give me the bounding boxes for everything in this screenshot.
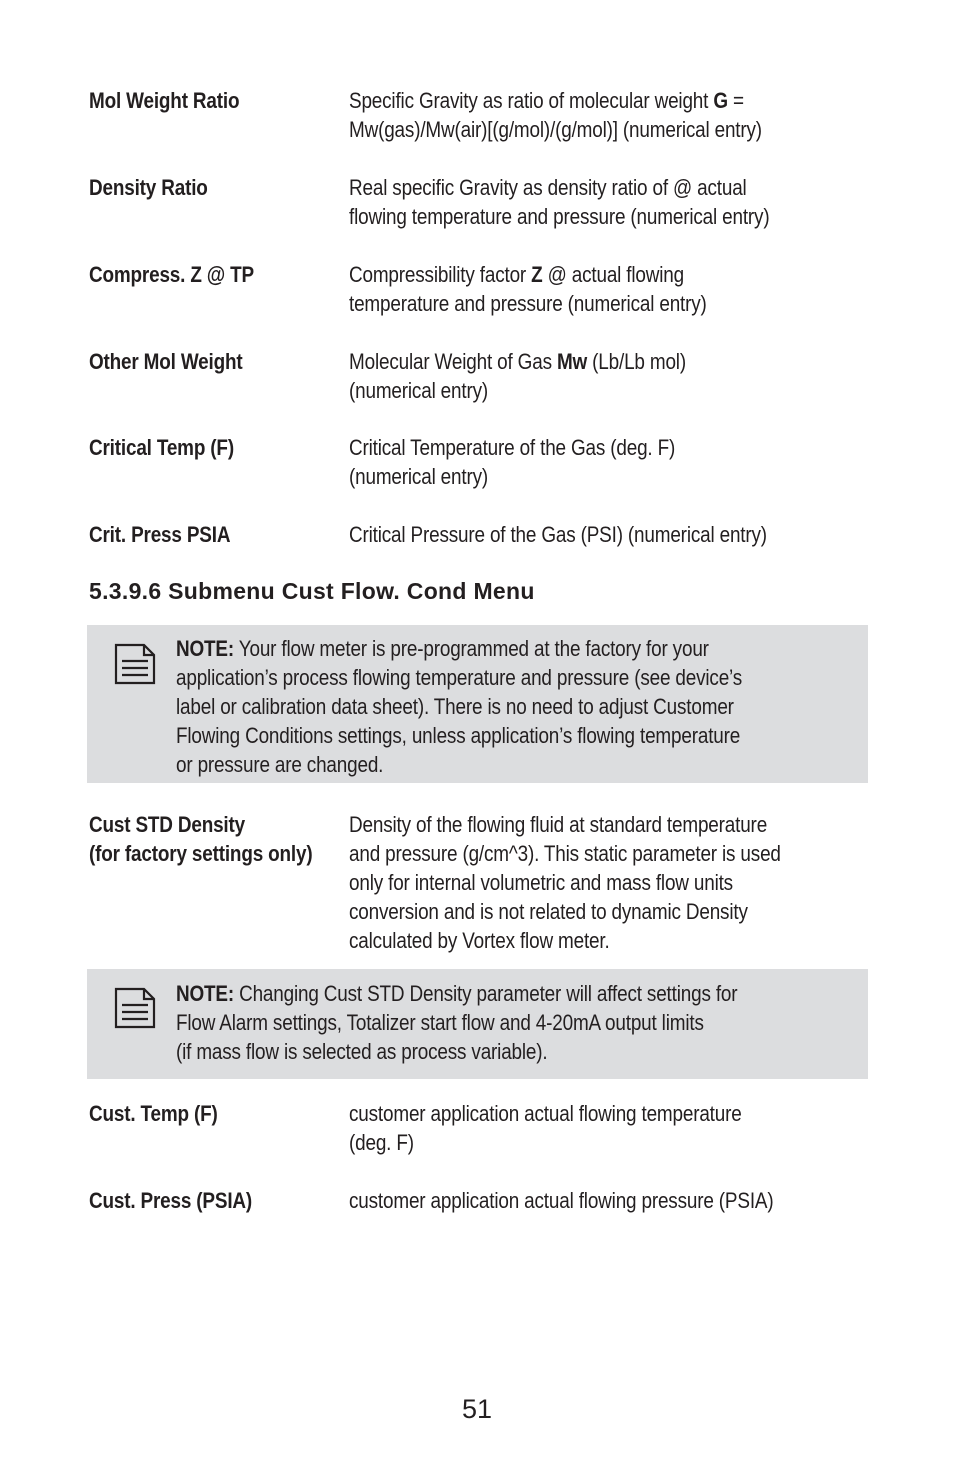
note-document-icon [114,987,156,1029]
definition-row [89,810,869,955]
definition-term: Mol Weight Ratio [89,88,240,113]
note-line: or pressure are changed. [176,752,384,777]
desc-text: (Lb/Lb mol) [587,349,686,374]
desc-bold: G [713,88,728,113]
desc-line: flowing temperature and pressure (numerical entry) [349,204,770,229]
definition-term [89,810,313,955]
note-line: Your flow meter is pre-programmed at the factory for your [234,636,709,661]
definition-description [349,260,796,347]
note-line: application’s process flowing temperature and pressure (see device’s [176,665,743,690]
desc-text: Compressibility factor [349,262,532,287]
definition-list-top [89,86,869,550]
desc-line: conversion and is not related to dynamic Density [349,899,748,924]
definition-description [349,433,796,520]
desc-line: Real specific Gravity as density ratio of @ actual [349,175,747,200]
definition-term: Critical Temp (F) [89,435,234,460]
note-line: Changing Cust STD Density parameter will affect settings for [234,981,738,1006]
definition-row [89,260,869,347]
desc-line: (numerical entry) [349,378,489,403]
definition-row [89,520,869,550]
desc-bold: Mw [556,349,588,374]
desc-text: Specific Gravity as ratio of molecular weight [349,88,714,113]
definition-row [89,1099,869,1186]
term-line: (for factory settings only) [89,841,313,866]
page-number: 51 [461,1394,493,1424]
desc-line: (numerical entry) [349,464,489,489]
note-box [87,969,868,1079]
note-document-icon [114,643,156,685]
desc-line: customer application actual flowing temperature [349,1101,742,1126]
note-line: (if mass flow is selected as process variable). [176,1039,548,1064]
note-label: NOTE: [176,981,235,1006]
desc-text: Molecular Weight of Gas [349,349,557,374]
note-box [87,625,868,783]
definition-term: Cust. Temp (F) [89,1101,218,1126]
note-line: Flow Alarm settings, Totalizer start flow and 4-20mA output limits [176,1010,704,1035]
note-text [176,979,737,1066]
desc-text: @ actual flowing [542,262,684,287]
desc-line: temperature and pressure (numerical entry) [349,291,707,316]
note-text [176,634,742,779]
definition-description [349,1186,796,1216]
definition-term: Crit. Press PSIA [89,522,231,547]
definition-description [349,810,796,955]
desc-line: Density of the flowing fluid at standard temperature [349,812,768,837]
definition-row [89,173,869,260]
definition-description [349,173,796,260]
note-label: NOTE: [176,636,235,661]
definition-row [89,433,869,520]
definition-row [89,1186,869,1216]
definition-term: Compress. Z @ TP [89,262,254,287]
definition-description [349,347,796,433]
desc-line: calculated by Vortex flow meter. [349,928,610,953]
note-line: Flowing Conditions settings, unless application’s flowing temperature [176,723,741,748]
desc-line: and pressure (g/cm^3). This static parameter is used [349,841,781,866]
definition-term: Density Ratio [89,175,208,200]
definition-description [349,520,796,550]
desc-line: (deg. F) [349,1130,414,1155]
note-line: label or calibration data sheet). There is no need to adjust Customer [176,694,734,719]
desc-text: = [727,88,744,113]
definition-list-bottom [89,1099,869,1216]
definition-description [349,86,796,173]
definition-row [89,86,869,173]
definition-term: Other Mol Weight [89,349,243,374]
definition-term: Cust. Press (PSIA) [89,1188,253,1213]
term-line: Cust STD Density [89,812,245,837]
desc-line: only for internal volumetric and mass flow units [349,870,733,895]
definition-list-cust-std [89,810,869,955]
section-heading: 5.3.9.6 Submenu Cust Flow. Cond Menu [89,578,535,604]
desc-line: Mw(gas)/Mw(air)[(g/mol)/(g/mol)] (numerical entry) [349,117,762,142]
desc-line: Critical Pressure of the Gas (PSI) (numerical entry) [349,522,767,547]
definition-description [349,1099,796,1186]
desc-bold: Z [531,262,543,287]
desc-line: customer application actual flowing pressure (PSIA) [349,1188,774,1213]
definition-row [89,347,869,433]
desc-line: Critical Temperature of the Gas (deg. F) [349,435,676,460]
